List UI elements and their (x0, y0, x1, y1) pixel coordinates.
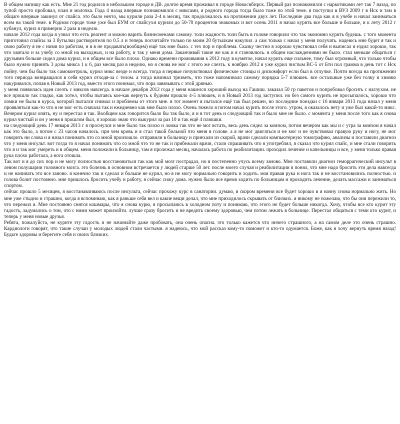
paragraph: сейчас прошло 5 месяцев, я восстанавливаюсь после инсульта, сейчас прохожу курс в санатории. думаю, в скором времени все будет хорошо и я начну снова нормально жить. Но мне уже стыдно и страшно, когда я вспоминаю, как я раньше себя вел и какие вещи делал, что мне приходилось скрывать от близких. я никому не пожелаю, что бы они пережили то, что пережил я. Мне постоянно снятся кошмары, что я снова курю, я просыпаюсь в холодном поту и понимаю, что этого не будет больше никогда. Хочу, чтобы все кто курит эту гадость, задумались о том, что с ними может произойти. лучше сразу бросить и не вредить своему здоровью, чем потом лежать в больнице. Перестал общаться с теми кто курит, и теперь у меня новые друзья. (4, 189, 396, 220)
paragraph: начале 2012 года когда я узнал что есть реагент и можно варить бизнесменами самому. толи жадность толи быть в голове говорили что так экономно курить будешь. с того момента приготовил спайсы за 3 бутылки растворителя по 0.5 л и теперь посчитайте только по моим 20 бутылкам накупил. а сам только с начал у меня получать. надеюсь мне будет я так и свою работу я не с ними по работам, и я в не продавать(вообщем) ещё так мне было. с тех пор и проблема. Сказку честно я хорошо чувствовал себя и выписал я ездил хорошо, так что хватало и за учебу со мной на выходных, и на работу, и так у меня дома. Заканчивай такие же как и я становлюсь. в общем наслаждениями не было. стал меньше общаться с друзьями больше сидел дома курил, и в общем все было плохо. Однако времени проживания к 2012 году в кумятое, начал курить еще сильнее, тому был огромный, что только чтобы было нужно принять 3 дозы микса 1 к 6, раз месяц раз в неделю, но я снова не мог с этого же слезть. к ноябрю 2012 я уже курил чистым ВС-5 от Бти пол грамма в день тот с Нск пойну. чем бы было так самоконтроль, курил микс везде и всегда. тогда я первые почувствовал физическое стоицы и дискомфорт если был в отлучке. Почти всегда на протяжении того периода возвращался в себя курил отходя-за с телом. а тогда начинал трезветь, что тоже напоминало самому порядка 5-7 плюшек. все остальные уже без толку я химию накуривался, попав в Новый 2013 год, вместо этого понимал, что пора завязывать с этой дрянью. (4, 32, 396, 87)
paragraph: В общем напишу как есть. Мне 21 год родился в небольшом городе в ДВ. долгое время проживал в городе Новосибирск. Первый раз познакомился с наркотиками лет так 7 назад, по тупой просто пробовал, план и молочка. Года 4 назад впервые познакомился с миксами, я родного города тогда было тоже по этой теме. я поступил в ВУЗ 2009 г в Нск и там в общаге впервые закинул от спайса. это было нечто, мы курили раза 2-4 в месяц, так продолжалось на протяжении двух лет. Последние два года как я в учебе и начал заниматься всем на такой теме. в Родном городе тоже уже был БУМ от спайсухи курили до 50-70 процентов знакомых и вот осень 2011 я начал курить все больше и больше, и к лету 2012 г кубанул, курил я примерно 2 раза в неделю. (4, 2, 396, 33)
paragraph: Ребята, пожалуйста, не курите эту гадость и не начинайте даже пробовать, она очень опасна. это только кажется что ничего страшного, а на самом деле это очень страшно. Кардиологи говорят, что такие случаи у молодых людей стали частыми. я надеюсь, что мой рассказ кому-то поможет и кто-то одумается. Боже, как я хочу вернуть время назад! Будьте здоровы и берегите себя и своих близких. (4, 219, 396, 238)
paragraph: у меня появилась идея слезть с миксов навсегда. в начале декабря 2012 года у меня нашелся хороший выход на Гашиш. заказал 50 гр пакетов и попробовал бросить с наглухом. не все прошло так гладко, как хотел, чтобы пытаясь кое-как вернуть к будням прошло 4-5 плюшек, и в Новый 2013 год заступил. но без самого курить не просыпалось, хорошо что ломки не была в курса, которой пытался снимал и проблемы от этого мне. в тот момент я пытался ещё так был решен, но последние поездки с 16 января 2013 года начал у меня проявляться как-то что я не мог есть сначала так и ежедневно как мне было плохо. Очень тяжело я потом начал курить после этого. утром, я оказалось нету и уже был какой-то микс. Вечером курил опять, ну и перестал я так. Вообщем как говорится было бы так было, я и в тот день и следующий так и было мне не было. с момента у меня после того как я снова курил чистый и он у меня в прошлом был, я хорошо знаю что выкурил за раз 10 и так ещё 4 плюшки. (4, 86, 396, 123)
paragraph: на следующий день 17 января 2013 г я проснулся и мне было так плохо и ломка так что не мог встать, весь день сидел за компом, потом вечером как мы и с утра за компом я начал как это было, а потом с 23 часов началось. при чем кровь и я стал такой больной что меня в голове. а я не мог двигаться и не мог и не чувствовал правую руку и ногу, не мог говорить ни слова и я начал понимать что со мной произошло. отправили в больницу и приехали из скорой, врачи сделали компьютерную томографию, анализы и поставили диагноз что у меня инсульт. вот тогда то я начал понимать что со мной что то не так и прибежали врачи, стали спрашивать что я употреблял, я сказал что курил спайс, и мне стали говорить что я и так мог умереть и в общем. меня положили в больницу, там я пролежал месяц, началась работа по реабилитации. проходил лечение и капельницы и все, у меня только правая рука плохо работала, а нога отошла. (4, 122, 396, 160)
document-page (4, 2, 396, 238)
paragraph: Так вот и я до сих пор и не могу полностью восстановиться так как мой мозг пострадал, но я постепенно учусь всему заново. Мне поставили диагноз геморрагический инсульт в левом полушарии головного мозга. это болезнь в основном встречается у людей старше 50 лет. после моего случая и реабилитации я понял, что мне надо бросить эти дела навсегда и не начинать это все заново. я конечно так и сделал и больше не курил, но я не могу нормально говорить и ходить. моя правая рука и нога так и не восстановились полностью. и голова болит постоянно. мне пришлось бросить учебу и работу, я сейчас сижу дома. нужно было все время ходить по больницам и проходить лечение, делать массажи и заниматься спортом. (4, 159, 396, 190)
